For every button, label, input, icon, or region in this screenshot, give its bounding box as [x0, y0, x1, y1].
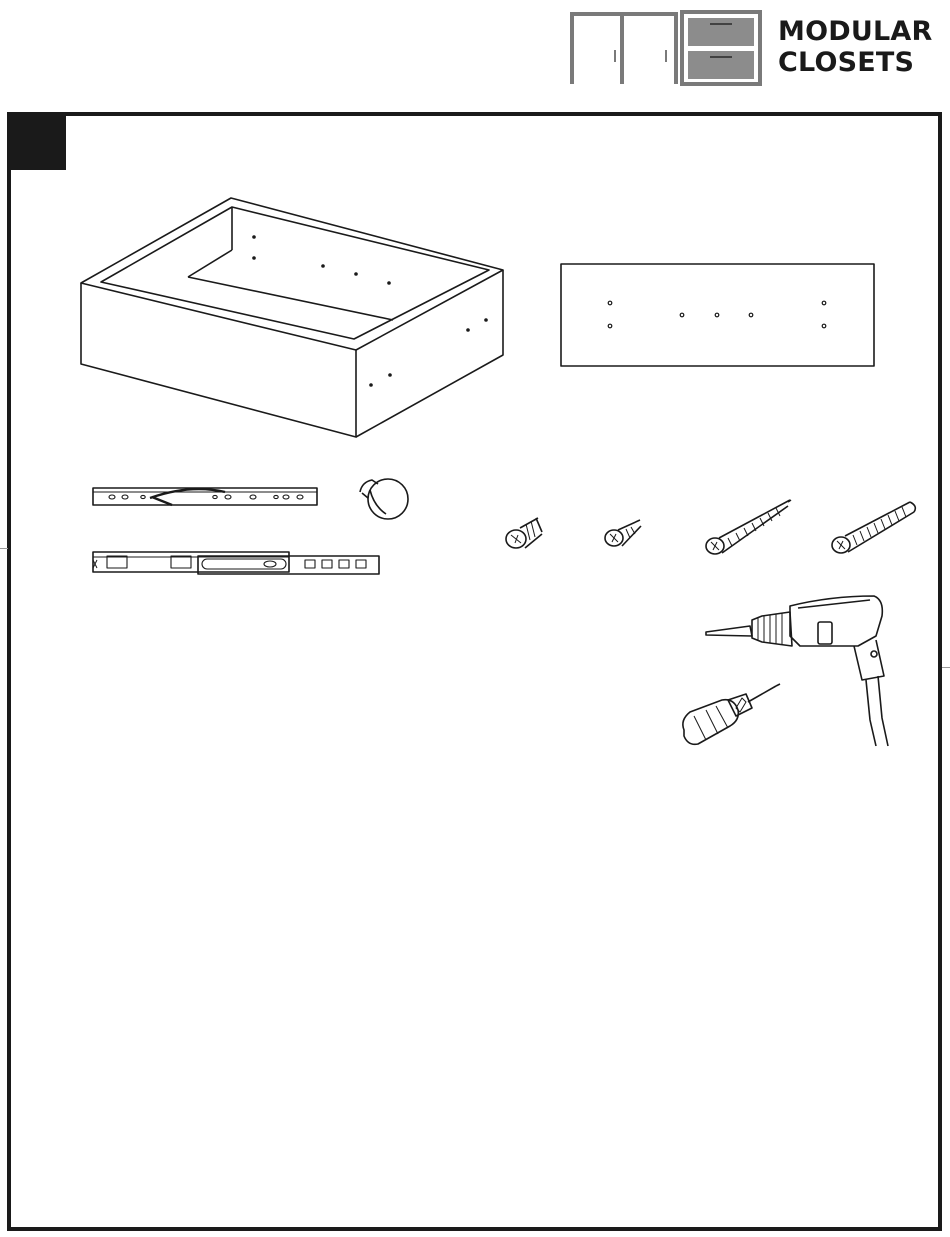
euro-screw-icon — [506, 518, 542, 548]
phillips-screwdriver-icon — [683, 684, 780, 744]
long-wood-screw-icon — [706, 500, 791, 554]
cabinet-knob-icon — [360, 479, 408, 519]
drawer-slide-icon — [93, 552, 379, 574]
brand-line-2: CLOSETS — [778, 47, 915, 78]
drawer-slide-icon — [93, 488, 317, 505]
drawer-front-panel-icon — [561, 264, 874, 366]
drawer-box-icon — [81, 198, 503, 437]
machine-screw-icon — [832, 502, 915, 553]
short-flat-head-screw-icon — [605, 520, 641, 546]
brand-line-1: MODULAR — [778, 16, 933, 47]
